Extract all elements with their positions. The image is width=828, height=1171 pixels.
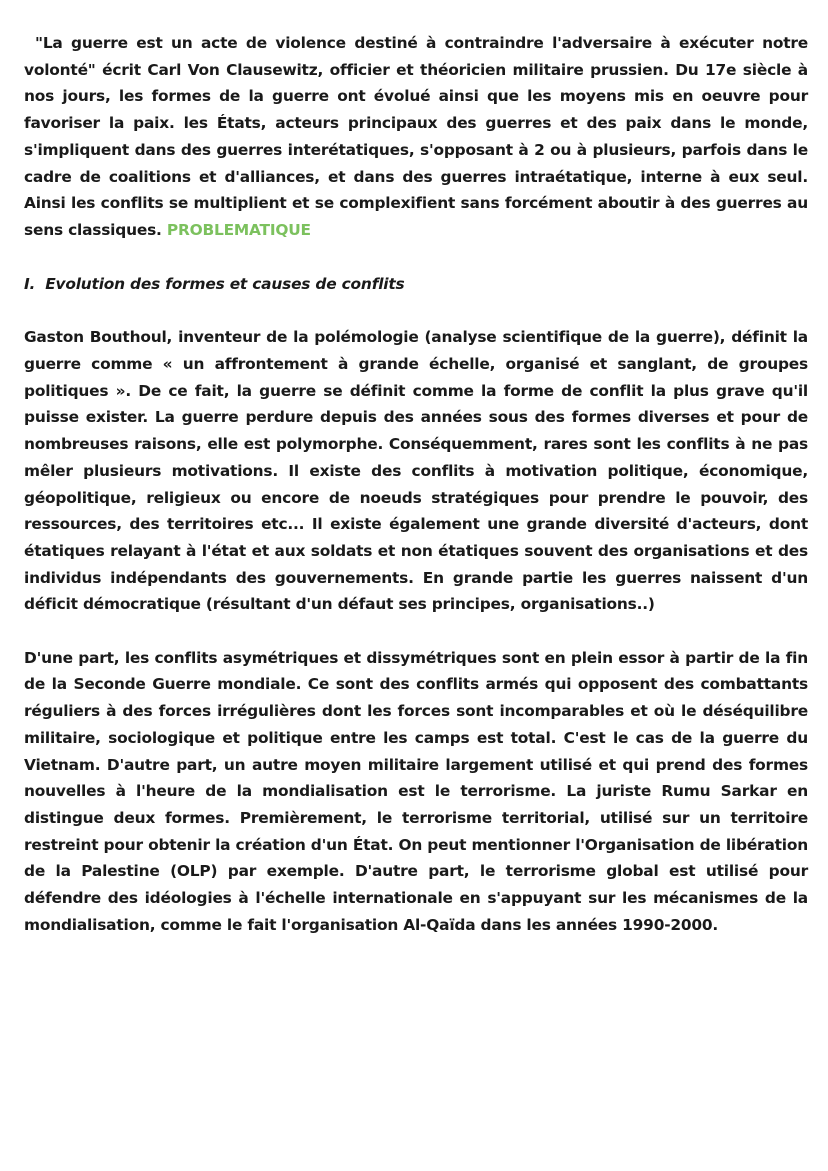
section-number: I. [24, 274, 36, 293]
document-page [24, 30, 808, 938]
section-heading [24, 271, 808, 298]
problematique-label: PROBLEMATIQUE [166, 220, 311, 239]
paragraph-spacer [24, 618, 808, 645]
intro-text: "La guerre est un acte de violence destiné à contraindre l'adversaire à exécuter notre volonté" écrit Carl Von Clausewitz, officier et théoricien militaire prussien. Du 17e siècle à nos jours, les formes de la guerre ont évolué ainsi que les moyens mis en oeuvre pour favoriser la paix. les États, acteurs principaux des guerres et des paix dans le monde, s'impliquent dans des guerres interétatiques, s'opposant à 2 ou à plusieurs, parfois dans le cadre de coalitions et d'alliances, et dans des guerres intraétatique, interne à eux seul. Ainsi les conflits se multiplient et se complexifient sans forcément aboutir à des guerres au sens classiques. [24, 34, 808, 239]
paragraph-asymmetric-conflicts: D'une part, les conflits asymétriques et dissymétriques sont en plein essor à partir de la fin de la Seconde Guerre mondiale. Ce sont des conflits armés qui opposent des combattants réguliers à des forces irrégulières dont les forces sont incomparables et où le déséquilibre militaire, sociologique et politique entre les camps est total. C'est le cas de la guerre du Vietnam. D'autre part, un autre moyen militaire largement utilisé et qui prend des formes nouvelles à l'heure de la mondialisation est le terrorisme. La juriste Rumu Sarkar en distingue deux formes. Premièrement, le terrorisme territorial, utilisé sur un territoire restreint pour obtenir la création d'un État. On peut mentionner l'Organisation de libération de la Palestine (OLP) par exemple. D'autre part, le terrorisme global est utilisé pour défendre des idéologies à l'échelle internationale en s'appuyant sur les mécanismes de la mondialisation, comme le fait l'organisation Al-Qaïda dans les années 1990-2000. [24, 648, 808, 934]
paragraph-bouthoul: Gaston Bouthoul, inventeur de la polémologie (analyse scientifique de la guerre), définit la guerre comme « un affrontement à grande échelle, organisé et sanglant, de groupes politiques ». De ce fait, la guerre se définit comme la forme de conflit la plus grave qu'il puisse exister. La guerre perdure depuis des années sous des formes diverses et pour de nombreuses raisons, elle est polymorphe. Conséquemment, rares sont les conflits à ne pas mêler plusieurs motivations. Il existe des conflits à motivation politique, économique, géopolitique, religieux ou encore de noeuds stratégiques pour prendre le pouvoir, des ressources, des territoires etc... Il existe également une grande diversité d'acteurs, dont étatiques relayant à l'état et aux soldats et non étatiques souvent des organisations et des individus indépendants des gouvernements. En grande partie les guerres naissent d'un déficit démocratique (résultant d'un défaut ses principes, organisations..) [24, 328, 808, 614]
section-title: Evolution des formes et causes de conflits [45, 274, 405, 293]
intro-paragraph [24, 30, 808, 244]
